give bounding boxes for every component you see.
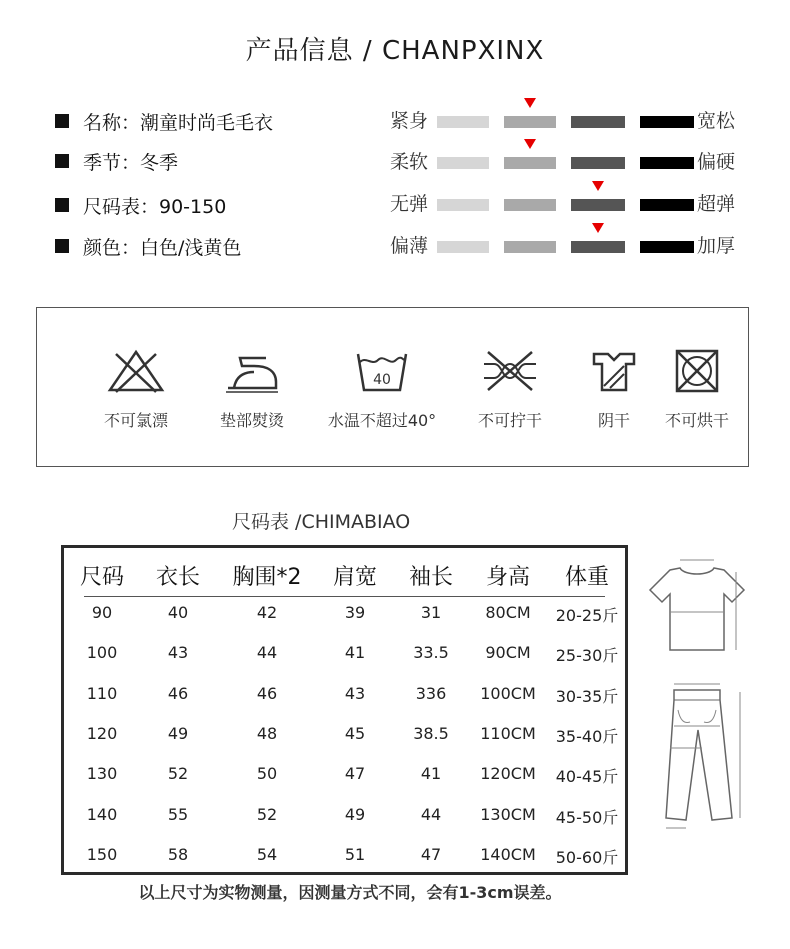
table-cell: 50-60斤: [555, 848, 619, 867]
info-season: [55, 148, 178, 174]
scale-marker-icon: [592, 181, 604, 191]
care-item-wash-40: [322, 348, 442, 431]
table-cell: 44: [420, 805, 442, 824]
table-cell: 47: [420, 845, 442, 864]
scale-fit: [390, 106, 750, 136]
scale-segment-2: [504, 116, 556, 128]
scale-segment-4: [640, 199, 694, 211]
table-cell: 140CM: [480, 845, 536, 864]
wash-temperature-label: 40: [373, 372, 391, 388]
care-item-no-bleach: [76, 348, 196, 431]
scale-segment-1: [437, 199, 489, 211]
scale-segment-3: [571, 157, 625, 169]
info-size: [55, 192, 226, 218]
care-item-iron: [192, 348, 312, 431]
table-cell: 47: [344, 764, 366, 783]
table-cell: 150: [86, 845, 118, 864]
column-header: 体重: [564, 565, 610, 590]
garment-measure-diagram-icon: [640, 550, 750, 840]
iron-with-cloth-icon: [222, 348, 282, 394]
scale-left-label: 偏薄: [390, 235, 429, 257]
no-wring-icon: [480, 348, 540, 394]
table-cell: 38.5: [413, 724, 449, 743]
scale-segment-2: [504, 241, 556, 253]
scale-segment-3: [571, 116, 625, 128]
table-cell: 110: [86, 684, 118, 703]
info-color-text: 颜色：白色/浅黄色: [83, 236, 242, 259]
scale-marker-icon: [524, 139, 536, 149]
table-cell: 80CM: [485, 603, 531, 622]
scale-left-label: 紧身: [390, 110, 429, 132]
table-cell: 130: [86, 764, 118, 783]
bullet-square-icon: [55, 239, 69, 253]
column-header: 衣长: [155, 565, 201, 590]
scale-segment-2: [504, 157, 556, 169]
table-cell: 46: [167, 684, 189, 703]
scale-right-label: 宽松: [697, 110, 736, 132]
scale-thickness: [390, 231, 750, 261]
info-name: [55, 108, 273, 134]
table-cell: 130CM: [480, 805, 536, 824]
bullet-square-icon: [55, 198, 69, 212]
table-cell: 110CM: [480, 724, 536, 743]
table-cell: 46: [256, 684, 278, 703]
table-cell: 54: [256, 845, 278, 864]
bullet-square-icon: [55, 114, 69, 128]
no-tumble-dry-icon: [667, 348, 727, 394]
scale-segment-1: [437, 241, 489, 253]
table-cell: 41: [420, 764, 442, 783]
table-cell: 48: [256, 724, 278, 743]
table-cell: 100CM: [480, 684, 536, 703]
scale-segment-4: [640, 241, 694, 253]
scale-elasticity: [390, 189, 750, 219]
scale-segment-1: [437, 116, 489, 128]
care-label: 水温不超过40°: [327, 411, 437, 430]
scale-right-label: 偏硬: [697, 151, 736, 173]
table-cell: 42: [256, 603, 278, 622]
table-cell: 90CM: [485, 643, 531, 662]
scale-left-label: 柔软: [390, 151, 429, 173]
info-size-text: 尺码表：90-150: [83, 195, 227, 218]
table-cell: 39: [344, 603, 366, 622]
scale-segment-3: [571, 199, 625, 211]
no-bleach-icon: [106, 348, 166, 394]
scale-segment-1: [437, 157, 489, 169]
column-header: 肩宽: [332, 565, 378, 590]
table-cell: 120: [86, 724, 118, 743]
scale-marker-icon: [592, 223, 604, 233]
table-cell: 31: [420, 603, 442, 622]
scale-segment-4: [640, 157, 694, 169]
scale-left-label: 无弹: [390, 193, 429, 215]
table-cell: 30-35斤: [555, 687, 619, 706]
table-cell: 35-40斤: [555, 727, 619, 746]
column-header: 胸围*2: [232, 565, 302, 590]
info-name-text: 名称：潮童时尚毛毛衣: [83, 111, 274, 134]
table-cell: 52: [256, 805, 278, 824]
info-color: [55, 233, 241, 259]
info-season-text: 季节：冬季: [83, 151, 179, 174]
scale-segment-2: [504, 199, 556, 211]
table-cell: 55: [167, 805, 189, 824]
scale-right-label: 超弹: [697, 193, 736, 215]
page-title: 产品信息 / CHANPXINX: [245, 36, 545, 66]
care-label: 不可拧干: [477, 411, 542, 430]
care-item-no-tumble-dry: [637, 348, 757, 431]
column-header: 身高: [485, 565, 531, 590]
table-cell: 52: [167, 764, 189, 783]
table-cell: 44: [256, 643, 278, 662]
scale-marker-icon: [524, 98, 536, 108]
header-divider: [84, 596, 605, 597]
table-cell: 41: [344, 643, 366, 662]
care-label: 不可烘干: [664, 411, 729, 430]
table-cell: 100: [86, 643, 118, 662]
scale-segment-4: [640, 116, 694, 128]
care-label: 阴干: [597, 411, 630, 430]
scale-segment-3: [571, 241, 625, 253]
scale-right-label: 加厚: [697, 235, 736, 257]
table-cell: 25-30斤: [555, 646, 619, 665]
care-label: 不可氯漂: [103, 411, 168, 430]
table-cell: 33.5: [413, 643, 449, 662]
measurement-note: 以上尺寸为实物测量，因测量方式不同，会有1-3cm误差。: [138, 883, 562, 902]
table-cell: 120CM: [480, 764, 536, 783]
table-cell: 58: [167, 845, 189, 864]
table-cell: 90: [91, 603, 113, 622]
table-cell: 45: [344, 724, 366, 743]
table-cell: 140: [86, 805, 118, 824]
table-cell: 20-25斤: [555, 606, 619, 625]
size-chart-table: [61, 545, 628, 875]
care-label: 垫部熨烫: [219, 411, 284, 430]
table-cell: 51: [344, 845, 366, 864]
table-cell: 49: [344, 805, 366, 824]
table-cell: 49: [167, 724, 189, 743]
table-cell: 40: [167, 603, 189, 622]
column-header: 袖长: [408, 565, 454, 590]
column-header: 尺码: [79, 565, 125, 590]
shade-dry-icon: [584, 348, 644, 394]
table-cell: 45-50斤: [555, 808, 619, 827]
bullet-square-icon: [55, 154, 69, 168]
table-cell: 43: [167, 643, 189, 662]
care-item-no-wring: [450, 348, 570, 431]
table-cell: 40-45斤: [555, 767, 619, 786]
size-chart-title: 尺码表 /CHIMABIAO: [232, 511, 411, 533]
care-instructions-box: [36, 307, 749, 467]
table-cell: 50: [256, 764, 278, 783]
scale-softness: [390, 147, 750, 177]
wash-40-icon: [352, 348, 412, 394]
table-cell: 336: [415, 684, 447, 703]
table-cell: 43: [344, 684, 366, 703]
